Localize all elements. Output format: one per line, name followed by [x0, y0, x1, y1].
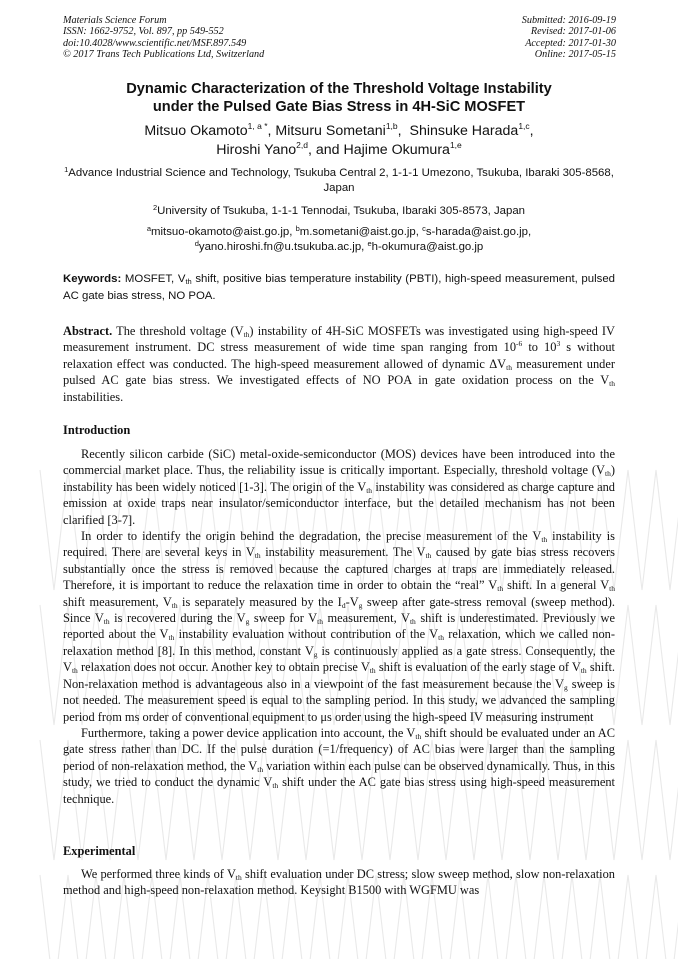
title-line-2: under the Pulsed Gate Bias Stress in 4H-SiC MOSFET	[152, 99, 526, 115]
journal-issn: ISSN: 1662-9752, Vol. 897, pp 549-552	[63, 26, 224, 38]
journal-name: Materials Science Forum	[63, 15, 167, 26]
affiliation-2: $^2$University of Tsukuba, 1-1-1 Tennodai, Tsukuba, Ibaraki 305-8573, Japan	[152, 203, 526, 217]
keywords-label: Keywords:	[63, 273, 122, 285]
section-heading-introduction: Introduction	[63, 423, 131, 437]
author-affiliation-mark: 1,c	[518, 121, 530, 131]
section-heading-experimental: Experimental	[63, 844, 136, 858]
email-link[interactable]: m.sometani@aist.go.jp,	[299, 226, 419, 238]
author-emails: $^a$mitsuo-okamoto@aist.go.jp, $^b$m.sometani@aist.go.jp, $^c$s-harada@aist.go.jp, $^d$yano.hiroshi.fn@u.tsukuba.ac.jp, $^e$h-okumura@aist.go.jp	[146, 224, 532, 253]
author-name: Hajime Okumura	[343, 142, 450, 158]
author-affiliation-mark: 1,e	[449, 140, 462, 150]
publication-dates	[522, 15, 616, 60]
author-name: Mitsuo Okamoto	[144, 123, 248, 139]
date-online: Online: 2017-05-15	[534, 48, 616, 60]
email-link[interactable]: s-harada@aist.go.jp,	[425, 226, 532, 238]
date-accepted: Accepted: 2017-01-30	[525, 37, 616, 49]
date-revised: Revised: 2017-01-06	[530, 26, 616, 38]
author-list: Mitsuo Okamoto$^{1, a *}$, Mitsuru Sometani$^{1,b}$, Shinsuke Harada$^{1,c}$, Hiroshi Yano$^{2,d}$, and Hajime Okumura$^{1,e}$	[144, 121, 534, 158]
date-submitted: Submitted: 2016-09-19	[521, 15, 616, 26]
paragraph: We performed three kinds of $V_{th}$ shift evaluation under DC stress; slow sweep method, slow non-relaxation method and high-speed non-relaxation method. Keysight B1500 with WGFMU was	[63, 867, 616, 898]
journal-copyright: © 2017 Trans Tech Publications Ltd, Switzerland	[63, 48, 265, 60]
email-link[interactable]: mitsuo-okamoto@aist.go.jp,	[151, 226, 293, 238]
author-name: Shinsuke Harada	[409, 123, 519, 139]
keywords: Keywords: MOSFET, $V_{th}$ shift, positive bias temperature instability (PBTI), high-speed measurement, pulsed AC gate bias stress, NO POA.	[63, 273, 615, 302]
email-link[interactable]: yano.hiroshi.fn@u.tsukuba.ac.jp,	[198, 241, 365, 253]
introduction-body	[63, 446, 615, 807]
author-name: Hiroshi Yano	[216, 142, 297, 158]
author-affiliation-mark: 1, a *	[247, 121, 268, 131]
paragraph: Furthermore, taking a power device application into account, the $V_{th}$ shift should be evaluated under an AC gate stress rather than DC. If the pulse duration (=1/frequency) of AC bias were larger than the sampling period of non-relaxation method, the $V_{th}$ variation within each pulse can be observed dynamically. Thus, in this study, we tried to conduct the dynamic $V_{th}$ shift under the AC gate bias stress using high-speed measurement technique.	[63, 725, 616, 806]
author-name: Mitsuru Sometani	[275, 123, 386, 139]
paper-title	[63, 80, 615, 116]
abstract: Abstract. The threshold voltage $(V_{th})$ instability of 4H-SiC MOSFETs was investigated using high-speed IV measurement instrument. DC stress measurement of wide time span ranging from $10^{-6}$ to $10^3$ s without relaxation effect was conducted. The high-speed measurement allowed of dynamic $\Delta V_{th}$ measurement under pulsed AC gate bias stress. We investigated effects of NO POA in gate oxidation process on the $V_{th}$ instabilities.	[63, 324, 616, 404]
author-affiliation-mark: 2,d	[296, 140, 308, 150]
abstract-label: Abstract.	[63, 324, 113, 338]
paragraph: In order to identify the origin behind the degradation, the precise measurement of the $V_{th}$ instability is required. There are several keys in $V_{th}$ instability measurement. The $V_{th}$ caused by gate bias stress recovers substantially once the stress is removed because the captured charges at traps are immediately released. Therefore, it is important to reduce the relaxation time in order to obtain the “real” $V_{th}$ shift. In a general $V_{th}$ shift measurement, $V_{th}$ is separately measured by the $I_d-V_g$ sweep after gate-stress removal (sweep method). Since $V_{th}$ is recovered during the $V_g$ sweep for $V_{th}$ measurement, $V_{th}$ shift is underestimated. Previously we reported about the $V_{th}$ instability evaluation without contribution of the $V_{th}$ relaxation, which we called non-relaxation method [8]. In this method, constant $V_g$ is continuously applied as a gate stress. Consequently, the $V_{th}$ relaxation does not occur. Another key to obtain precise $V_{th}$ shift is evaluation of the early stage of $V_{th}$ shift. Non-relaxation method is advantageous also in a viewpoint of the fast measurement because the $V_g$ sweep is not needed. The measurement speed is equal to the sampling period. In this study, we advanced the sampling period from ms order of conventional equipment to μs order using the high-speed IV measuring instrument	[63, 529, 616, 724]
journal-info	[63, 15, 264, 60]
paragraph: Recently silicon carbide (SiC) metal-oxide-semiconductor (MOS) devices have been introduced into the commercial market place. Thus, the reliability issue is critically important. Especially, threshold voltage $(V_{th})$ instability has been widely noticed [1-3]. The origin of the $V_{th}$ instability was considered as charge capture and emission at oxide traps near insulator/semiconductor interface, but the detailed mechanism has not been clarified [3-7].	[63, 447, 616, 527]
author-affiliation-mark: 1,b	[385, 121, 398, 131]
experimental-body	[63, 866, 615, 899]
email-link[interactable]: h-okumura@aist.go.jp	[371, 241, 484, 253]
title-line-1: Dynamic Characterization of the Threshold Voltage Instability	[126, 81, 552, 97]
affiliation-1: $^1$Advance Industrial Science and Technology, Tsukuba Central 2, 1-1-1 Umezono, Tsukuba, Ibaraki 305-8568, Japan	[64, 165, 614, 194]
journal-doi: doi:10.4028/www.scientific.net/MSF.897.549	[63, 37, 247, 49]
